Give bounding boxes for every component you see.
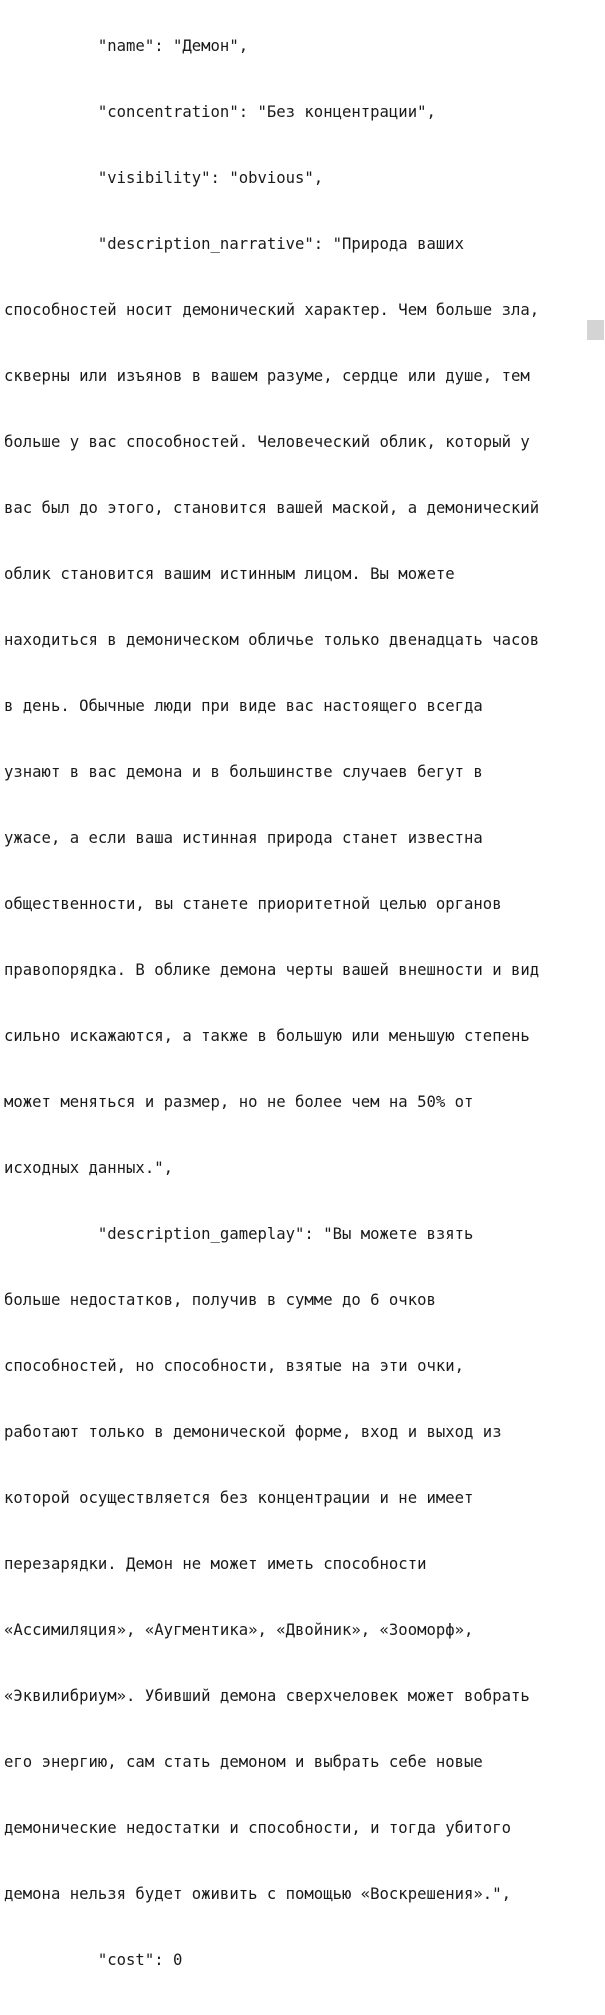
code-line: способностей, но способности, взятые на эти очки,	[4, 1357, 465, 1375]
code-line: перезарядки. Демон не может иметь способности	[4, 1555, 427, 1573]
code-line: которой осуществляется без концентрации и не имеет	[4, 1489, 474, 1507]
code-line: «Ассимиляция», «Аугментика», «Двойник», «Зооморф»,	[4, 1621, 474, 1639]
code-line: его энергию, сам стать демоном и выбрать себе новые	[4, 1753, 483, 1771]
code-line: облик становится вашим истинным лицом. Вы можете	[4, 565, 455, 583]
scrollbar-thumb[interactable]	[587, 320, 604, 340]
code-line: вас был до этого, становится вашей маской, а демонический	[4, 499, 540, 517]
code-line: "description_narrative": "Природа ваших	[4, 235, 465, 253]
code-line: "description_gameplay": "Вы можете взять	[4, 1225, 474, 1243]
code-view[interactable]	[4, 0, 586, 2015]
code-line: больше недостатков, получив в сумме до 6 очков	[4, 1291, 436, 1309]
code-line: "concentration": "Без концентрации",	[4, 103, 436, 121]
code-line: правопорядка. В облике демона черты вашей внешности и вид	[4, 961, 540, 979]
code-line: «Эквилибриум». Убивший демона сверхчеловек может вобрать	[4, 1687, 530, 1705]
code-line: "cost": 0	[4, 1951, 183, 1969]
code-line: способностей носит демонический характер. Чем больше зла,	[4, 301, 540, 319]
code-line: узнают в вас демона и в большинстве случаев бегут в	[4, 763, 483, 781]
code-line: в день. Обычные люди при виде вас настоящего всегда	[4, 697, 483, 715]
code-line: исходных данных.",	[4, 1159, 173, 1177]
code-line: демонические недостатки и способности, и тогда убитого	[4, 1819, 511, 1837]
code-line: "visibility": "obvious",	[4, 169, 324, 187]
vertical-scrollbar[interactable]	[586, 0, 605, 664]
code-line: работают только в демонической форме, вход и выход из	[4, 1423, 502, 1441]
code-line: ужасе, а если ваша истинная природа станет известна	[4, 829, 483, 847]
code-line: демона нельзя будет оживить с помощью «Воскрешения».",	[4, 1885, 511, 1903]
code-line: общественности, вы станете приоритетной целью органов	[4, 895, 502, 913]
code-line: больше у вас способностей. Человеческий облик, который у	[4, 433, 530, 451]
code-line: может меняться и размер, но не более чем на 50% от	[4, 1093, 474, 1111]
code-line: сильно искажаются, а также в большую или меньшую степень	[4, 1027, 530, 1045]
code-line: скверны или изъянов в вашем разуме, сердце или душе, тем	[4, 367, 530, 385]
code-line: находиться в демоническом обличье только двенадцать часов	[4, 631, 540, 649]
code-line: "name": "Демон",	[4, 37, 249, 55]
